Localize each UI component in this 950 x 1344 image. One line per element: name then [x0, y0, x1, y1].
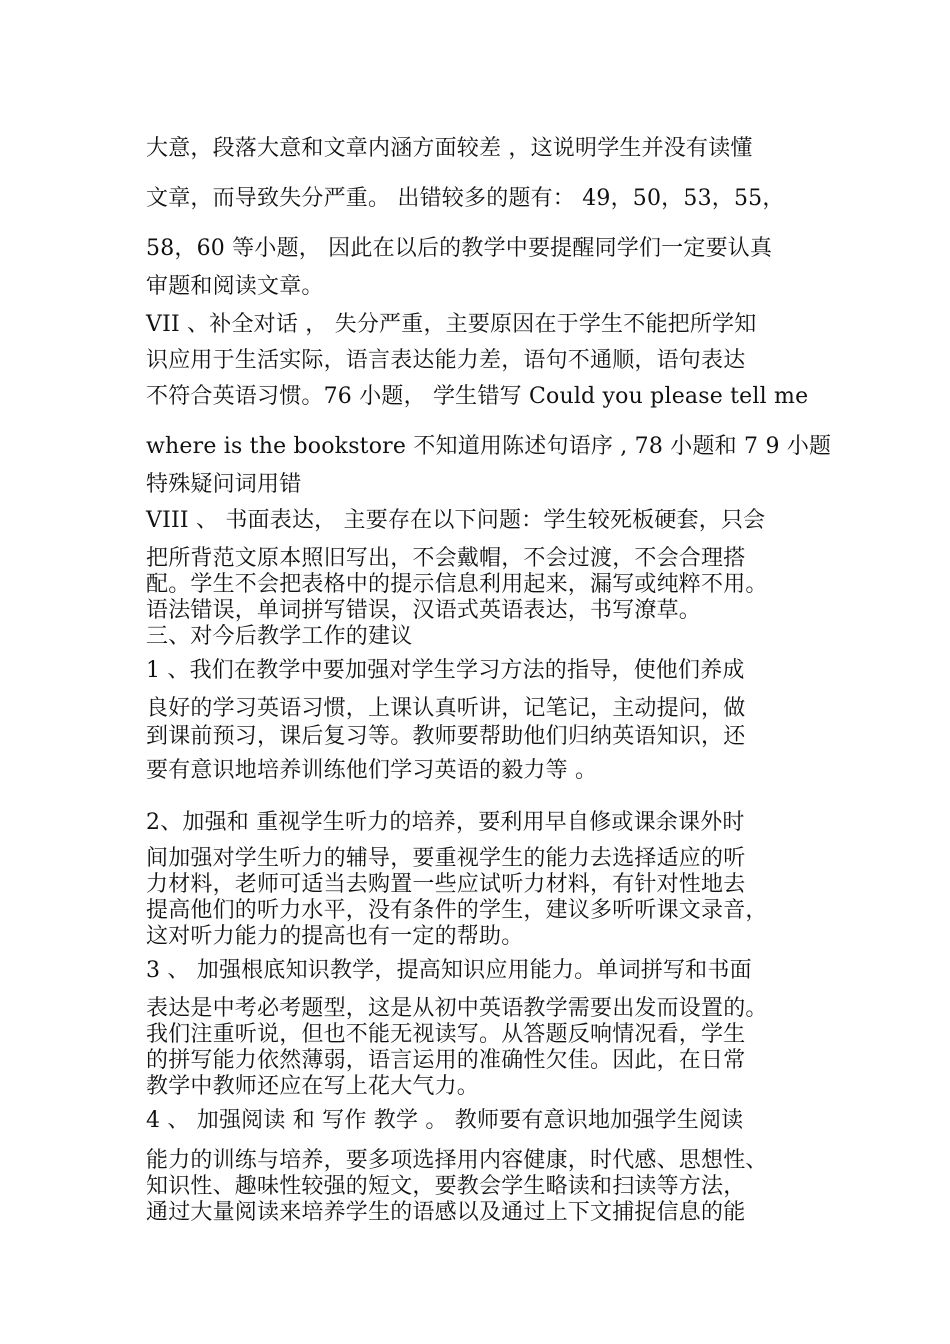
- text-line: 要有意识地培养训练他们学习英语的毅力等 。: [146, 758, 598, 783]
- text-line: 提高他们的听力水平，没有条件的学生，建议多听听课文录音，: [146, 898, 768, 923]
- text-line: 识应用于生活实际，语言表达能力差，语句不通顺，语句表达: [146, 348, 746, 373]
- text-line: 的拼写能力依然薄弱，语言运用的准确性欠佳。因此，在日常: [146, 1048, 746, 1073]
- text-line: 表达是中考必考题型，这是从初中英语教学需要出发而设置的。: [146, 996, 768, 1021]
- text-line: 我们注重听说，但也不能无视读写。从答题反响情况看，学生: [146, 1022, 746, 1047]
- text-line: 1 、我们在教学中要加强对学生学习方法的指导，使他们养成: [146, 658, 745, 683]
- text-line: 教学中教师还应在写上花大气力。: [146, 1074, 480, 1099]
- text-line: 这对听力能力的提高也有一定的帮助。: [146, 924, 524, 949]
- text-line: 4 、 加强阅读 和 写作 教学 。 教师要有意识地加强学生阅读: [146, 1108, 744, 1133]
- text-line: VII 、补全对话 ， 失分严重，主要原因在于学生不能把所学知: [146, 312, 757, 337]
- text-line: 知识性、趣味性较强的短文，要教会学生略读和扫读等方法，: [146, 1174, 746, 1199]
- text-line: 3 、 加强根底知识教学，提高知识应用能力。单词拼写和书面: [146, 958, 752, 983]
- text-line: 间加强对学生听力的辅导，要重视学生的能力去选择适应的听: [146, 846, 746, 871]
- text-line: 大意，段落大意和文章内涵方面较差 ，这说明学生并没有读懂: [146, 136, 753, 161]
- text-line: 把所背范文原本照旧写出，不会戴帽，不会过渡，不会合理搭: [146, 546, 746, 571]
- text-line: 特殊疑问词用错: [146, 472, 302, 497]
- text-line: 良好的学习英语习惯，上课认真听讲，记笔记，主动提问，做: [146, 696, 746, 721]
- text-line: VIII 、 书面表达， 主要存在以下问题：学生较死板硬套，只会: [146, 508, 766, 533]
- text-line: 58，60 等小题， 因此在以后的教学中要提醒同学们一定要认真: [146, 236, 773, 261]
- text-line: 语法错误，单词拼写错误，汉语式英语表达，书写潦草。: [146, 598, 702, 623]
- text-line: 力材料，老师可适当去购置一些应试听力材料，有针对性地去: [146, 872, 746, 897]
- text-line: 通过大量阅读来培养学生的语感以及通过上下文捕捉信息的能: [146, 1200, 746, 1225]
- text-line: 配。学生不会把表格中的提示信息利用起来，漏写或纯粹不用。: [146, 572, 768, 597]
- text-line: 文章，而导致失分严重。 出错较多的题有： 49，50，53，55，: [146, 186, 785, 211]
- text-line: 能力的训练与培养，要多项选择用内容健康，时代感、思想性、: [146, 1148, 768, 1173]
- text-line: where is the bookstore 不知道用陈述句语序 , 78 小题和 7 9 小题: [146, 434, 832, 459]
- section-heading: 三、对今后教学工作的建议: [146, 624, 413, 649]
- text-line: 2、加强和 重视学生听力的培养，要利用早自修或课余课外时: [146, 810, 745, 835]
- text-line: 不符合英语习惯。76 小题， 学生错写 Could you please tell me: [146, 384, 809, 409]
- text-line: 到课前预习，课后复习等。教师要帮助他们归纳英语知识，还: [146, 724, 746, 749]
- text-line: 审题和阅读文章。: [146, 274, 324, 299]
